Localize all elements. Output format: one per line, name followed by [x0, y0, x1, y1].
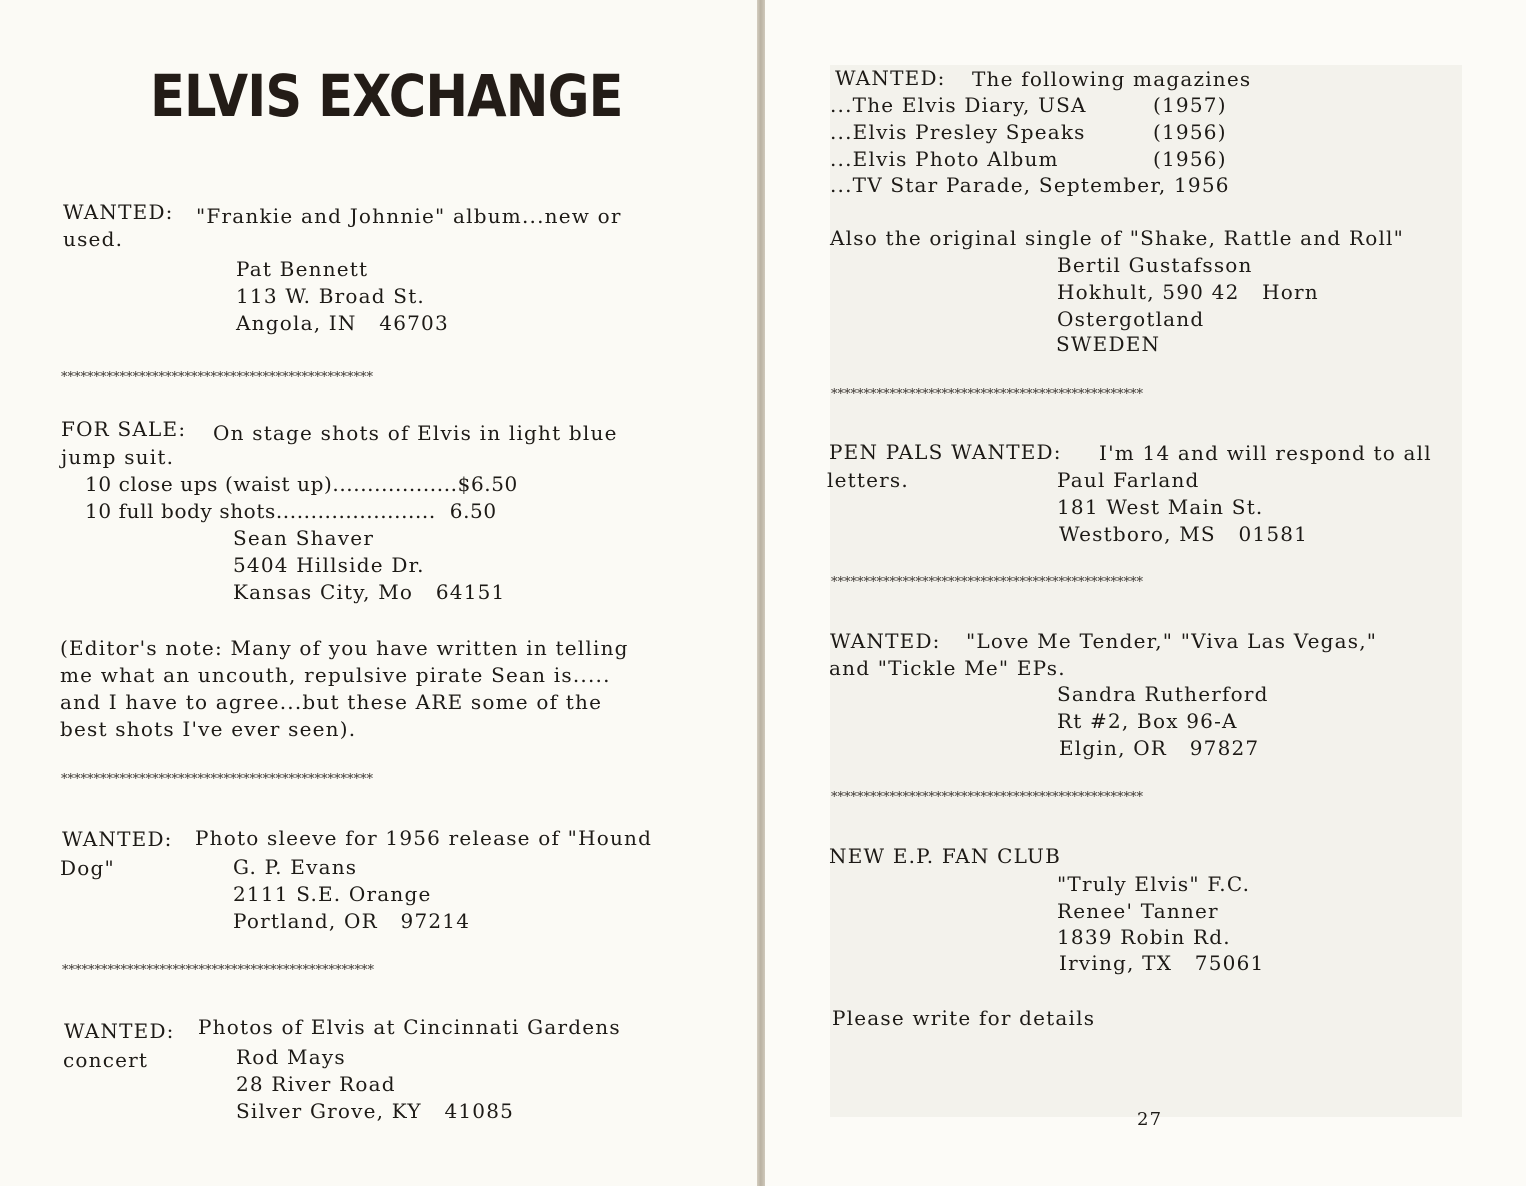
ad-text: On stage shots of Elvis in light blue — [213, 421, 618, 445]
address-line: SWEDEN — [1056, 332, 1161, 356]
separator: ************************************************ — [831, 387, 1143, 402]
footer-text: Please write for details — [832, 1006, 1096, 1030]
separator: ************************************************ — [831, 790, 1143, 805]
address-line: 5404 Hillside Dr. — [233, 553, 425, 577]
magazine-item: ...TV Star Parade, September, 1956 — [830, 173, 1230, 197]
address-line: Rt #2, Box 96-A — [1057, 709, 1238, 733]
magazine-year: (1957) — [1153, 93, 1227, 117]
magazine-item: ...The Elvis Diary, USA — [830, 93, 1087, 117]
ad-text: "Frankie and Johnnie" album...new or — [196, 204, 622, 228]
editor-note-line: and I have to agree...but these ARE some of the — [60, 690, 603, 714]
ad-heading: WANTED: — [64, 1019, 175, 1043]
address-line: Irving, TX 75061 — [1059, 951, 1265, 975]
page-gutter — [757, 0, 765, 1186]
address-line: Rod Mays — [236, 1045, 346, 1069]
price-line: 10 full body shots....................... 6.50 — [85, 499, 497, 523]
editor-note-line: (Editor's note: Many of you have written in telling — [60, 636, 629, 660]
separator: ************************************************ — [61, 370, 373, 385]
ad-heading: PEN PALS WANTED: — [829, 440, 1062, 464]
page-title: ELVIS EXCHANGE — [150, 62, 623, 130]
ad-heading: WANTED: — [835, 66, 946, 90]
editor-note-line: best shots I've ever seen). — [60, 717, 357, 741]
address-line: 181 West Main St. — [1057, 495, 1264, 519]
ad-text: "Love Me Tender," "Viva Las Vegas," — [966, 629, 1378, 653]
address-line: Elgin, OR 97827 — [1059, 736, 1260, 760]
page-number: 27 — [1137, 1109, 1163, 1130]
ad-text: letters. — [827, 468, 909, 492]
ad-text: Dog" — [60, 856, 115, 880]
price-line: 10 close ups (waist up)..................$6.50 — [85, 472, 518, 496]
ad-text: Photos of Elvis at Cincinnati Gardens — [198, 1015, 621, 1039]
address-line: Renee' Tanner — [1057, 899, 1219, 923]
editor-note-line: me what an uncouth, repulsive pirate Sean is..... — [60, 663, 611, 687]
address-line: Pat Bennett — [236, 257, 369, 281]
ad-heading: WANTED: — [63, 200, 174, 224]
address-line: Westboro, MS 01581 — [1059, 522, 1309, 546]
ad-text: Also the original single of "Shake, Rattle and Roll" — [830, 226, 1405, 250]
address-line: 2111 S.E. Orange — [233, 882, 432, 906]
address-line: Portland, OR 97214 — [233, 909, 471, 933]
address-line: Silver Grove, KY 41085 — [236, 1099, 515, 1123]
ad-heading: NEW E.P. FAN CLUB — [829, 844, 1061, 868]
ad-text: The following magazines — [972, 67, 1252, 91]
address-line: Bertil Gustafsson — [1057, 253, 1253, 277]
magazine-year: (1956) — [1153, 147, 1227, 171]
address-line: Ostergotland — [1057, 307, 1205, 331]
address-line: Hokhult, 590 42 Horn — [1057, 280, 1319, 304]
ad-text: used. — [63, 227, 124, 251]
ad-text: concert — [63, 1048, 149, 1072]
magazine-year: (1956) — [1153, 120, 1227, 144]
address-line: Angola, IN 46703 — [236, 311, 449, 335]
address-line: Sean Shaver — [233, 526, 375, 550]
magazine-item: ...Elvis Presley Speaks — [830, 120, 1086, 144]
ad-heading: FOR SALE: — [61, 417, 187, 441]
address-line: 1839 Robin Rd. — [1057, 925, 1231, 949]
address-line: Kansas City, Mo 64151 — [233, 580, 506, 604]
ad-heading: WANTED: — [62, 827, 173, 851]
address-line: G. P. Evans — [233, 855, 358, 879]
separator: ************************************************ — [61, 772, 373, 787]
address-line: 113 W. Broad St. — [236, 284, 425, 308]
ad-heading: WANTED: — [830, 629, 941, 653]
address-line: "Truly Elvis" F.C. — [1057, 872, 1251, 896]
ad-text: I'm 14 and will respond to all — [1099, 441, 1432, 465]
ad-text: and "Tickle Me" EPs. — [829, 656, 1066, 680]
address-line: Paul Farland — [1057, 468, 1200, 492]
ad-text: jump suit. — [61, 445, 175, 469]
address-line: Sandra Rutherford — [1057, 682, 1269, 706]
magazine-item: ...Elvis Photo Album — [830, 147, 1059, 171]
separator: ************************************************ — [62, 963, 374, 978]
ad-text: Photo sleeve for 1956 release of "Hound — [195, 826, 653, 850]
separator: ************************************************ — [831, 575, 1143, 590]
address-line: 28 River Road — [236, 1072, 396, 1096]
